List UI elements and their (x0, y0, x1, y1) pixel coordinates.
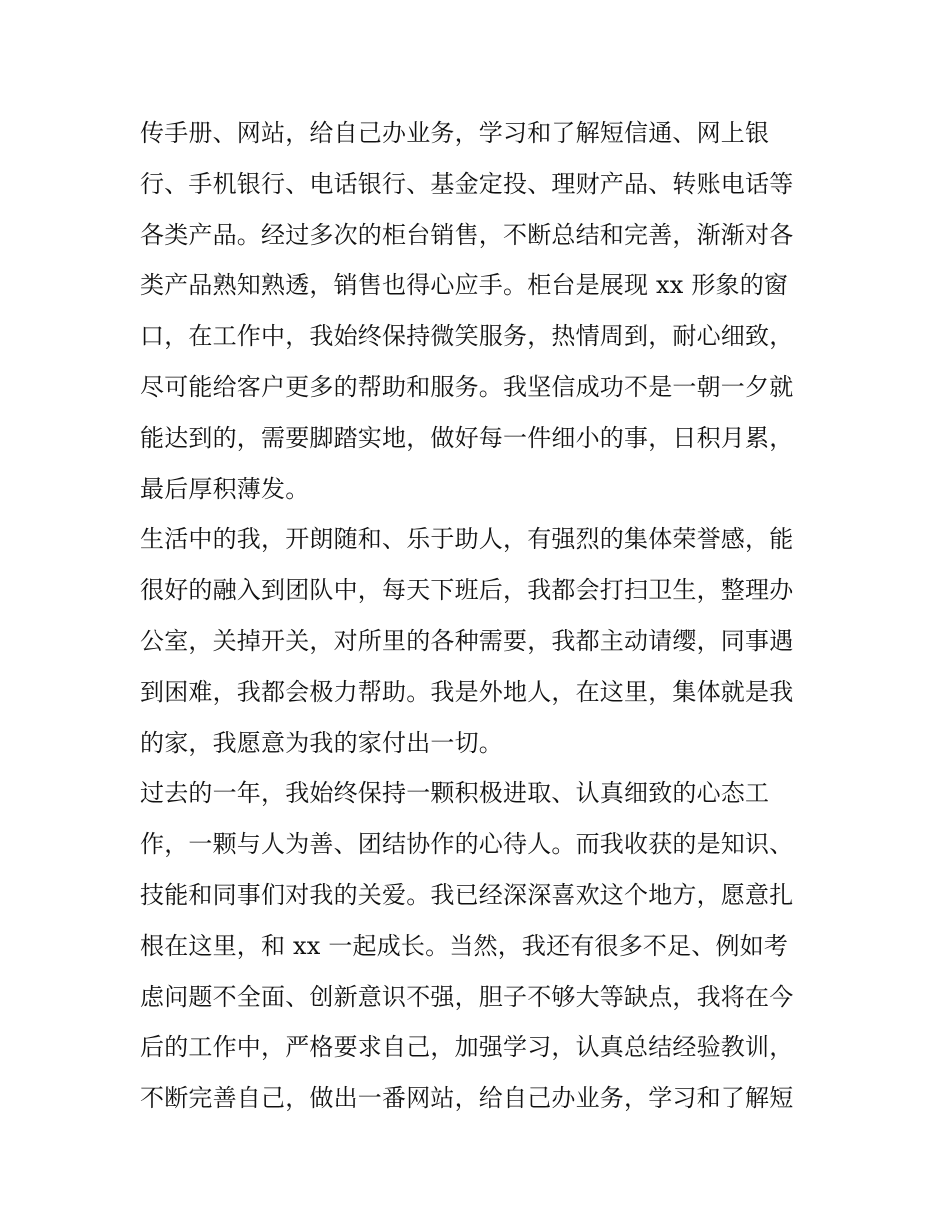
text-line: 生活中的我，开朗随和、乐于助人，有强烈的集体荣誉感，能 (140, 525, 794, 554)
text-line: 最后厚积薄发。 (140, 474, 310, 503)
text-line: 很好的融入到团队中，每天下班后，我都会打扫卫生，整理办 (140, 576, 794, 605)
text-line: 能达到的，需要脚踏实地，做好每一件细小的事，日积月累， (140, 423, 794, 452)
text-line: 的家，我愿意为我的家付出一切。 (140, 728, 503, 757)
text-line: 公室，关掉开关，对所里的各种需要，我都主动请缨，同事遇 (140, 626, 794, 655)
text-line: 过去的一年，我始终保持一颗积极进取、认真细致的心态工 (140, 779, 770, 808)
text-line: 不断完善自己，做出一番网站，给自己办业务，学习和了解短 (140, 1084, 794, 1113)
text-line: 行、手机银行、电话银行、基金定投、理财产品、转账电话等 (140, 169, 794, 198)
document-body-text (140, 108, 830, 1124)
text-line: 后的工作中，严格要求自己，加强学习，认真总结经验教训， (140, 1033, 794, 1062)
text-line: 尽可能给客户更多的帮助和服务。我坚信成功不是一朝一夕就 (140, 372, 794, 401)
text-line: 技能和同事们对我的关爱。我已经深深喜欢这个地方，愿意扎 (140, 880, 794, 909)
text-line: 口，在工作中，我始终保持微笑服务，热情周到，耐心细致， (140, 322, 794, 351)
text-line: 虑问题不全面、创新意识不强，胆子不够大等缺点，我将在今 (140, 982, 794, 1011)
text-line: 类产品熟知熟透，销售也得心应手。柜台是展现 xx 形象的窗 (140, 271, 789, 300)
text-line: 根在这里，和 xx 一起成长。当然，我还有很多不足、例如考 (140, 931, 789, 960)
text-line: 作，一颗与人为善、团结协作的心待人。而我收获的是知识、 (140, 830, 794, 859)
text-line: 传手册、网站，给自己办业务，学习和了解短信通、网上银 (140, 119, 770, 147)
text-line: 到困难，我都会极力帮助。我是外地人，在这里，集体就是我 (140, 677, 794, 706)
text-line: 各类产品。经过多次的柜台销售，不断总结和完善，渐渐对各 (140, 220, 794, 249)
